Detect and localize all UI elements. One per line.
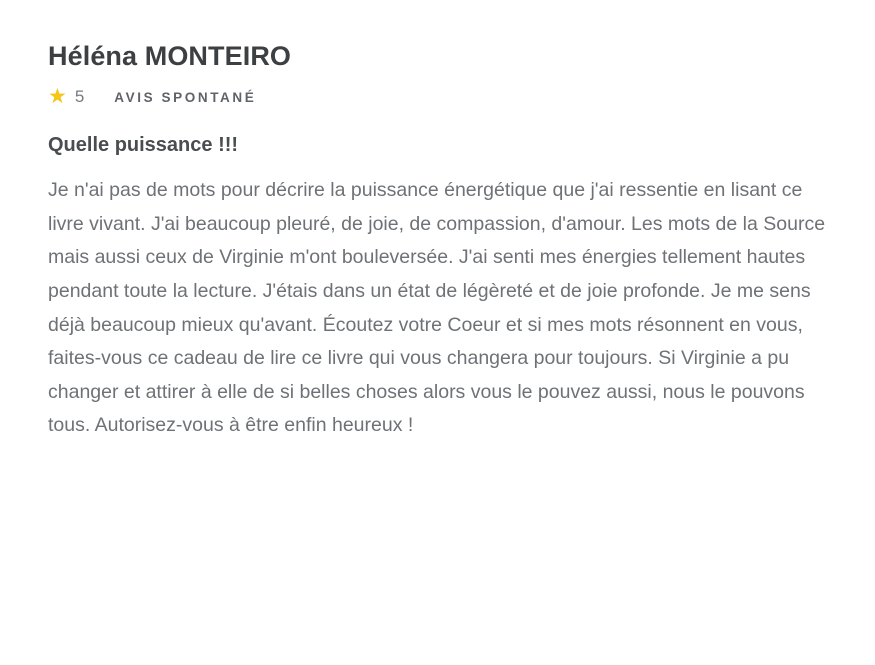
star-icon: ★ — [48, 84, 67, 108]
review-title: Quelle puissance !!! — [48, 134, 239, 157]
review-body: Je n'ai pas de mots pour décrire la puissance énergétique que j'ai ressentie en lisant ce livre vivant. J'ai beaucoup pleuré, de joie, de compassion, d'amour. Les mots de la Source mais aussi ceux de Virginie m'ont bouleversée. J'ai senti mes énergies tellement hautes pendant toute la lecture. J'étais dans un état de légèreté et de joie profonde. Je me sens déjà beaucoup mieux qu'avant. Écoutez votre Coeur et si mes mots résonnent en vous, faites-vous ce cadeau de lire ce livre qui vous changera pour toujours. Si Virginie a pu changer et attirer à elle de si belles choses alors vous le pouvez aussi, nous le pouvons tous. Autorisez-vous à être enfin heureux ! — [48, 179, 831, 437]
rating-value: 5 — [74, 87, 85, 107]
reviewer-name: Héléna MONTEIRO — [48, 41, 292, 71]
rating-row — [48, 84, 827, 110]
review-source-label: AVIS SPONTANÉ — [114, 89, 257, 105]
